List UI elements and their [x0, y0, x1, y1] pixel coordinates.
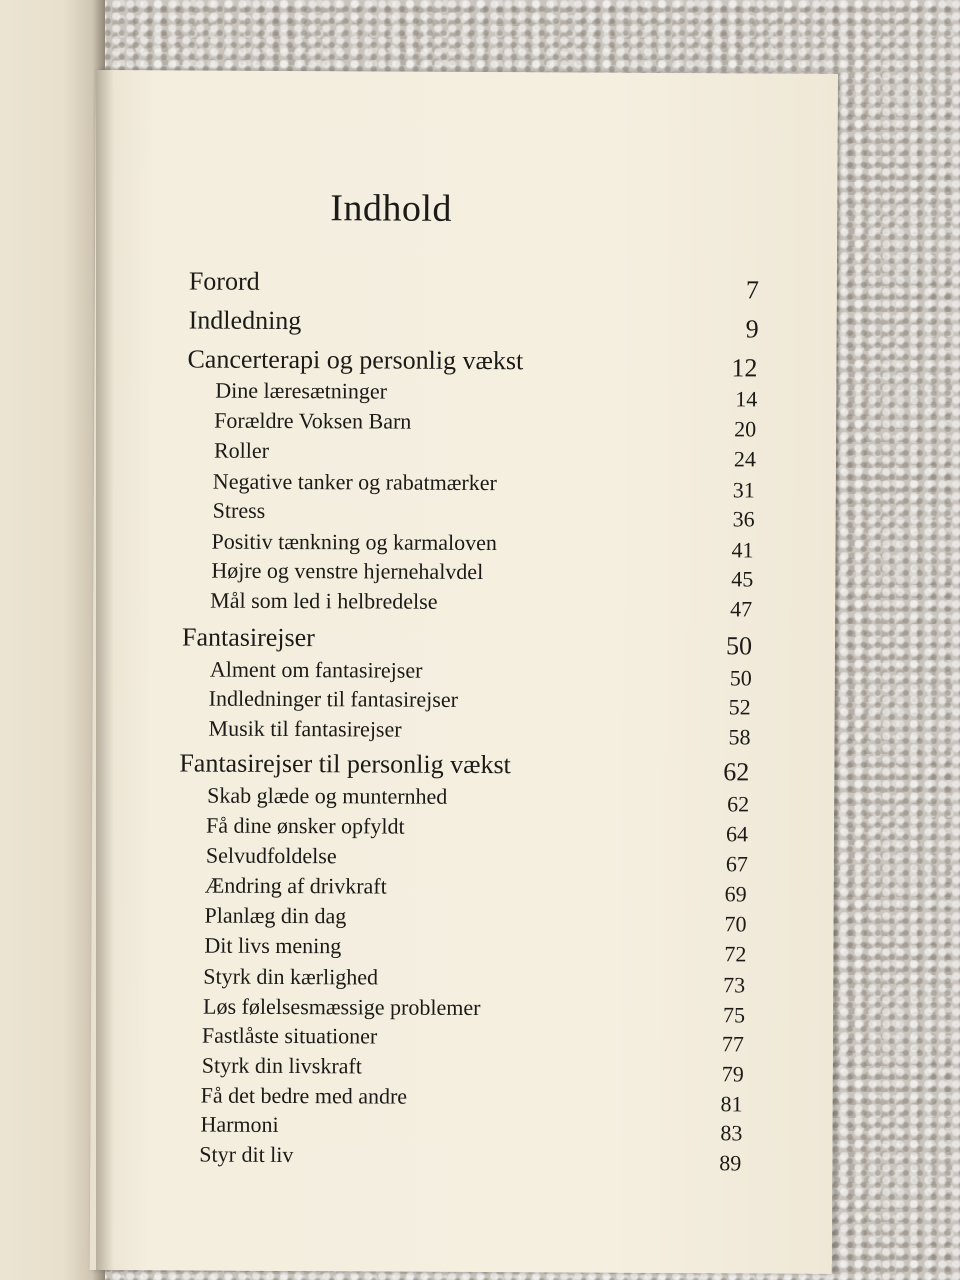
toc-entry-title: Ændring af drivkraft — [204, 872, 387, 899]
toc-entry-title: Få dine ønsker opfyldt — [205, 812, 405, 839]
toc-entry-page-number: 67 — [725, 851, 748, 877]
toc-entry — [95, 266, 837, 305]
toc-entry-page-number: 58 — [728, 724, 751, 750]
toc-entry-title: Løs følelsesmæssige problemer — [203, 993, 481, 1021]
toc-entry-page-number: 14 — [735, 386, 758, 412]
toc-entry-title: Styrk din livskraft — [201, 1052, 362, 1079]
toc-entry-title: Få det bedre med andre — [200, 1082, 408, 1109]
toc-entry-title: Forældre Voksen Barn — [214, 407, 412, 434]
toc-entry-page-number: 70 — [724, 911, 747, 937]
previous-page-edge — [0, 0, 105, 1280]
toc-entry-title: Alment om fantasirejser — [209, 656, 423, 683]
toc-entry-title: Mål som led i helbredelse — [210, 587, 438, 614]
toc-entry-title: Forord — [188, 266, 260, 296]
toc-entry-title: Stress — [212, 497, 266, 523]
toc-entry-page-number: 12 — [731, 353, 758, 383]
toc-entry-page-number: 50 — [729, 665, 752, 691]
toc-entry-title: Styrk din kærlighed — [203, 963, 379, 990]
toc-entry-title: Skab glæde og munternhed — [207, 782, 448, 809]
toc-entry-title: Roller — [213, 437, 270, 463]
toc-entry-page-number: 62 — [723, 757, 750, 787]
toc-entry — [93, 622, 835, 661]
toc-entry-page-number: 73 — [723, 972, 746, 998]
page-title: Indhold — [330, 187, 453, 230]
toc-entry-page-number: 9 — [745, 314, 759, 344]
toc-entry-title: Fastlåste situationer — [201, 1022, 378, 1049]
toc-entry-page-number: 50 — [725, 631, 753, 661]
toc-entry-page-number: 79 — [721, 1061, 744, 1087]
toc-entry-title: Positiv tænkning og karmaloven — [211, 528, 497, 556]
toc-entry-page-number: 20 — [734, 416, 757, 442]
toc-entry-page-number: 83 — [720, 1120, 743, 1146]
toc-entry-page-number: 31 — [732, 477, 755, 503]
toc-entry-title: Dine læresætninger — [215, 377, 388, 404]
toc-entry-title: Fantasirejser — [181, 622, 315, 653]
toc-entry-title: Højre og venstre hjernehalvdel — [211, 557, 484, 585]
toc-entry-page-number: 7 — [745, 275, 759, 305]
toc-entry-page-number: 24 — [733, 446, 757, 472]
toc-entry-page-number: 72 — [724, 941, 747, 967]
toc-entry-page-number: 47 — [730, 596, 753, 622]
toc-entry-page-number: 81 — [720, 1091, 743, 1117]
toc-entry-title: Musik til fantasirejser — [208, 715, 402, 742]
toc-entry-title: Dit livs mening — [204, 932, 342, 959]
toc-entry-title: Indledninger til fantasirejser — [208, 685, 459, 712]
toc-entry-title: Harmoni — [200, 1111, 279, 1137]
toc-entry-title: Styr dit liv — [199, 1141, 294, 1168]
toc-entry-page-number: 89 — [719, 1150, 742, 1176]
toc-entry-page-number: 36 — [732, 506, 755, 532]
toc-entry-title: Cancerterapi og personlig vækst — [187, 344, 524, 376]
toc-entry-page-number: 69 — [724, 881, 747, 907]
toc-entry-title: Planlæg din dag — [204, 902, 347, 929]
book-page — [90, 70, 838, 1274]
toc-entry — [95, 305, 837, 344]
toc-entry-page-number: 77 — [721, 1031, 744, 1057]
toc-entry-title: Indledning — [188, 305, 302, 336]
toc-entry-page-number: 45 — [731, 566, 754, 592]
toc-entry-page-number: 52 — [728, 694, 751, 720]
toc-entry-title: Negative tanker og rabatmærker — [212, 468, 497, 496]
toc-entry-page-number: 62 — [727, 791, 750, 817]
toc-entry-page-number: 41 — [731, 537, 754, 563]
toc-entry-title: Fantasirejser til personlig vækst — [179, 748, 511, 780]
toc-entry — [95, 344, 837, 383]
toc-entry-page-number: 64 — [725, 821, 749, 847]
toc-entry-title: Selvudfoldelse — [205, 842, 337, 869]
toc-entry-page-number: 75 — [722, 1002, 746, 1028]
